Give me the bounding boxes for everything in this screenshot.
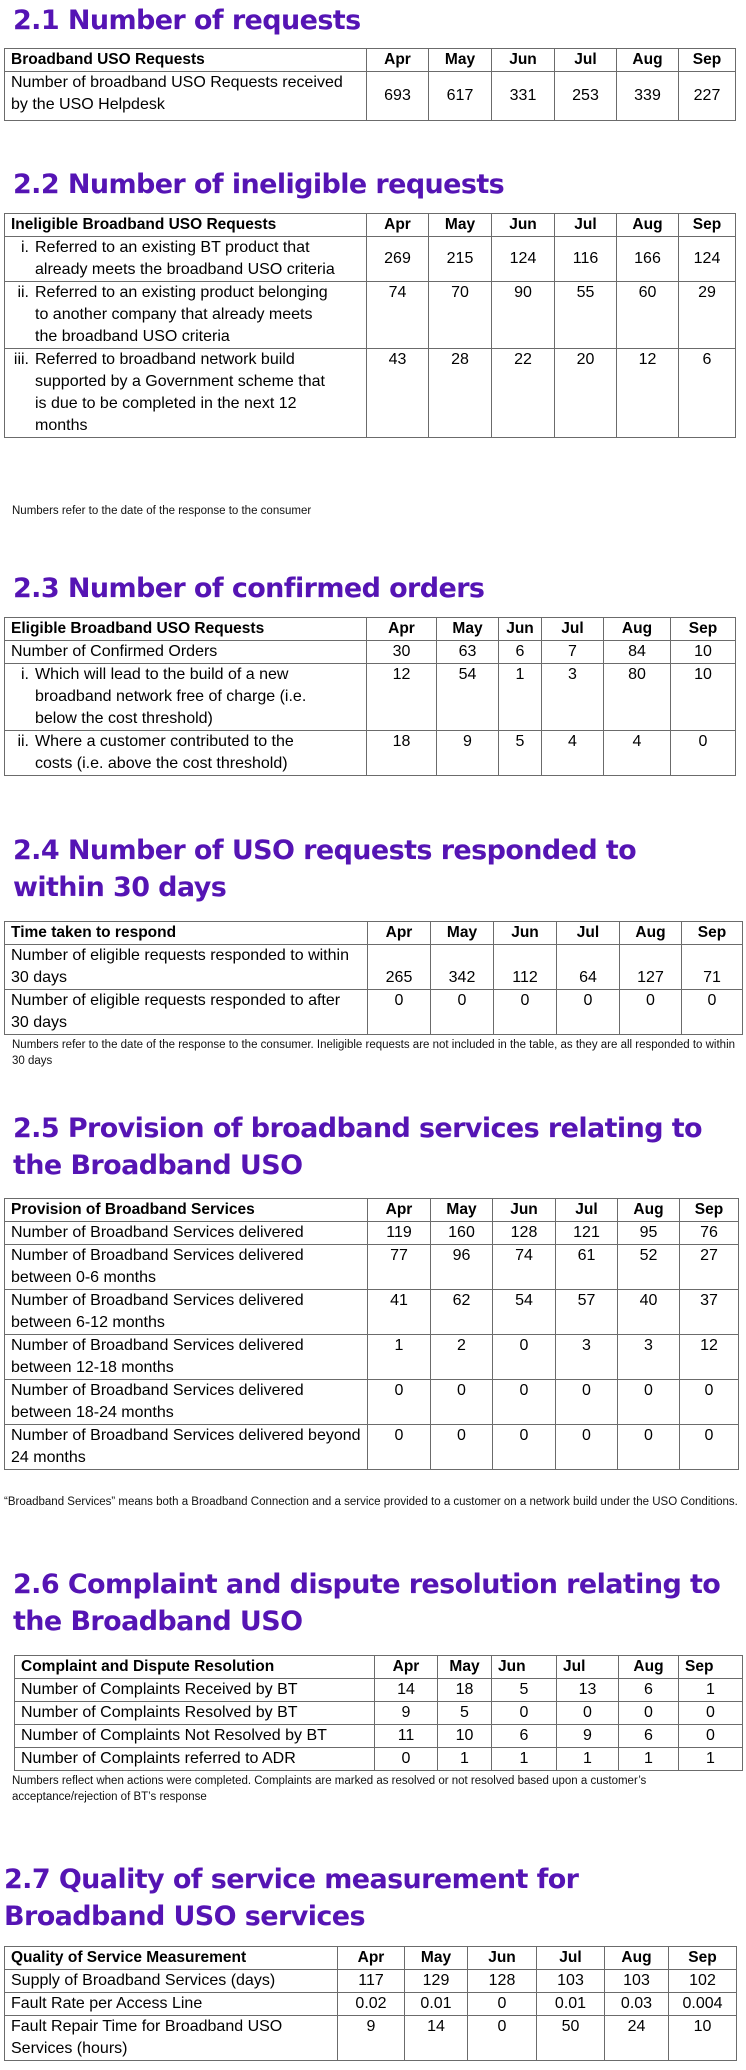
cell-sep: 71 bbox=[682, 945, 743, 990]
cell-apr: 269 bbox=[367, 237, 429, 282]
section-heading-2-5: 2.5 Provision of broadband services relating to the Broadband USO bbox=[13, 1113, 702, 1181]
column-header-may: May bbox=[431, 922, 494, 945]
table-header-row bbox=[5, 1199, 739, 1222]
cell-apr: 9 bbox=[375, 1702, 438, 1725]
cell-may: 18 bbox=[438, 1679, 492, 1702]
row-label: Number of eligible requests responded to after 30 days bbox=[5, 990, 368, 1035]
cell-aug: 0 bbox=[619, 1702, 679, 1725]
row-label bbox=[5, 731, 367, 776]
cell-aug: 40 bbox=[618, 1290, 680, 1335]
column-header-may: May bbox=[405, 1947, 468, 1970]
cell-may: 28 bbox=[429, 349, 492, 438]
cell-jun: 54 bbox=[493, 1290, 556, 1335]
table-header-row bbox=[15, 1656, 743, 1679]
cell-apr: 0 bbox=[368, 1425, 431, 1470]
cell-jun: 128 bbox=[493, 1222, 556, 1245]
column-header-may: May bbox=[437, 618, 499, 641]
list-marker: i. bbox=[21, 239, 29, 256]
cell-may: 342 bbox=[431, 945, 494, 990]
cell-may: 54 bbox=[437, 664, 499, 731]
table-header-row bbox=[5, 618, 736, 641]
column-header-apr: Apr bbox=[368, 1199, 431, 1222]
cell-sep: 12 bbox=[680, 1335, 739, 1380]
row-label: Number of Confirmed Orders bbox=[5, 641, 367, 664]
table-row bbox=[5, 945, 743, 990]
section-heading-2-1: 2.1 Number of requests bbox=[13, 5, 361, 36]
cell-jun: 5 bbox=[499, 731, 542, 776]
table-row bbox=[5, 282, 736, 349]
cell-apr: 0 bbox=[368, 1380, 431, 1425]
cell-may: 0 bbox=[431, 990, 494, 1035]
table-row bbox=[5, 1380, 739, 1425]
column-header-aug: Aug bbox=[617, 214, 679, 237]
table-header-row bbox=[5, 49, 736, 72]
cell-jun: 1 bbox=[492, 1748, 557, 1771]
cell-sep: 0 bbox=[682, 990, 743, 1035]
cell-aug: 0 bbox=[618, 1380, 680, 1425]
cell-jul: 253 bbox=[555, 72, 617, 121]
row-label-text: Referred to an existing BT product that already meets the broadband USO criteria bbox=[35, 239, 335, 278]
row-label: Fault Repair Time for Broadband USO Services (hours) bbox=[5, 2016, 338, 2061]
row-label: Number of Broadband Services delivered between 18-24 months bbox=[5, 1380, 368, 1425]
table-row bbox=[5, 2016, 737, 2061]
table-row bbox=[5, 664, 736, 731]
cell-sep: 0 bbox=[671, 731, 736, 776]
row-label: Number of Broadband Services delivered between 0-6 months bbox=[5, 1245, 368, 1290]
column-header-jul: Jul bbox=[557, 922, 620, 945]
column-header-sep: Sep bbox=[669, 1947, 737, 1970]
cell-jun: 0 bbox=[468, 2016, 537, 2061]
cell-may: 62 bbox=[431, 1290, 493, 1335]
cell-may: 617 bbox=[429, 72, 492, 121]
confirmed-orders-table bbox=[4, 617, 736, 776]
cell-may: 63 bbox=[437, 641, 499, 664]
cell-may: 160 bbox=[431, 1222, 493, 1245]
column-header-aug: Aug bbox=[605, 1947, 669, 1970]
cell-jul: 7 bbox=[542, 641, 604, 664]
cell-sep: 0 bbox=[679, 1725, 743, 1748]
table-row bbox=[15, 1725, 743, 1748]
cell-jul: 0.01 bbox=[537, 1993, 605, 2016]
cell-aug: 24 bbox=[605, 2016, 669, 2061]
list-marker: iii. bbox=[13, 351, 29, 368]
cell-jul: 0 bbox=[556, 1380, 618, 1425]
row-label: Number of eligible requests responded to within 30 days bbox=[5, 945, 368, 990]
table-row bbox=[5, 72, 736, 121]
cell-may: 5 bbox=[438, 1702, 492, 1725]
table-row bbox=[5, 1222, 739, 1245]
column-header-apr: Apr bbox=[368, 922, 431, 945]
cell-jun: 124 bbox=[492, 237, 555, 282]
cell-apr: 693 bbox=[367, 72, 429, 121]
column-header-jun: Jun bbox=[468, 1947, 537, 1970]
table-row bbox=[5, 1970, 737, 1993]
cell-may: 0 bbox=[431, 1380, 493, 1425]
table-row bbox=[15, 1702, 743, 1725]
column-header-jun: Jun bbox=[492, 49, 555, 72]
cell-aug: 0 bbox=[618, 1425, 680, 1470]
section-heading-2-7: 2.7 Quality of service measurement for Broadband USO services bbox=[4, 1864, 579, 1932]
cell-jul: 121 bbox=[556, 1222, 618, 1245]
cell-jul: 116 bbox=[555, 237, 617, 282]
cell-jun: 90 bbox=[492, 282, 555, 349]
table-row bbox=[5, 237, 736, 282]
row-label: Number of Broadband Services delivered between 6-12 months bbox=[5, 1290, 368, 1335]
table-row bbox=[5, 731, 736, 776]
cell-apr: 74 bbox=[367, 282, 429, 349]
cell-jul: 64 bbox=[557, 945, 620, 990]
cell-may: 0.01 bbox=[405, 1993, 468, 2016]
row-label bbox=[5, 664, 367, 731]
cell-sep: 29 bbox=[679, 282, 736, 349]
row-label: Number of Complaints Not Resolved by BT bbox=[15, 1725, 375, 1748]
cell-apr: 265 bbox=[368, 945, 431, 990]
cell-jul: 13 bbox=[557, 1679, 619, 1702]
column-header-sep: Sep bbox=[671, 618, 736, 641]
table-footnote: “Broadband Services” means both a Broadband Connection and a service provided to a customer on a network build under the USO Conditions. bbox=[4, 1496, 738, 1508]
cell-jun: 331 bbox=[492, 72, 555, 121]
column-header-apr: Apr bbox=[375, 1656, 438, 1679]
column-header-aug: Aug bbox=[618, 1199, 680, 1222]
table-footnote: Numbers refer to the date of the response to the consumer. Ineligible requests are not included in the table, as they are all responded to within 30 days bbox=[12, 1039, 736, 1067]
cell-jun: 0 bbox=[494, 990, 557, 1035]
cell-sep: 1 bbox=[679, 1679, 743, 1702]
cell-may: 96 bbox=[431, 1245, 493, 1290]
column-header-jul: Jul bbox=[557, 1656, 619, 1679]
cell-jul: 20 bbox=[555, 349, 617, 438]
cell-aug: 6 bbox=[619, 1679, 679, 1702]
cell-jun: 74 bbox=[493, 1245, 556, 1290]
cell-jun: 0 bbox=[493, 1425, 556, 1470]
cell-sep: 10 bbox=[669, 2016, 737, 2061]
cell-jul: 1 bbox=[557, 1748, 619, 1771]
cell-jun: 128 bbox=[468, 1970, 537, 1993]
column-header-aug: Aug bbox=[620, 922, 682, 945]
cell-sep: 0 bbox=[680, 1380, 739, 1425]
cell-jul: 4 bbox=[542, 731, 604, 776]
column-header-jul: Jul bbox=[556, 1199, 618, 1222]
table-row bbox=[5, 1335, 739, 1380]
column-header-jul: Jul bbox=[542, 618, 604, 641]
cell-sep: 10 bbox=[671, 641, 736, 664]
cell-apr: 41 bbox=[368, 1290, 431, 1335]
row-label bbox=[5, 282, 367, 349]
column-header-may: May bbox=[438, 1656, 492, 1679]
list-marker: ii. bbox=[17, 733, 29, 750]
broadband-provision-table bbox=[4, 1198, 739, 1470]
cell-apr: 0 bbox=[375, 1748, 438, 1771]
quality-of-service-table bbox=[4, 1946, 737, 2061]
cell-aug: 84 bbox=[604, 641, 671, 664]
cell-may: 0 bbox=[431, 1425, 493, 1470]
column-header-jul: Jul bbox=[537, 1947, 605, 1970]
cell-may: 14 bbox=[405, 2016, 468, 2061]
column-header-label: Eligible Broadband USO Requests bbox=[5, 618, 367, 641]
table-row bbox=[5, 990, 743, 1035]
cell-apr: 0 bbox=[368, 990, 431, 1035]
cell-sep: 27 bbox=[680, 1245, 739, 1290]
column-header-jun: Jun bbox=[499, 618, 542, 641]
row-label-text: Which will lead to the build of a new broadband network free of charge (i.e. below the cost threshold) bbox=[35, 666, 307, 727]
column-header-apr: Apr bbox=[338, 1947, 405, 1970]
table-row bbox=[5, 1290, 739, 1335]
table-footnote: Numbers refer to the date of the response to the consumer bbox=[12, 505, 312, 517]
column-header-may: May bbox=[429, 49, 492, 72]
cell-aug: 339 bbox=[617, 72, 679, 121]
table-row bbox=[5, 641, 736, 664]
cell-aug: 0.03 bbox=[605, 1993, 669, 2016]
row-label: Number of Broadband Services delivered between 12-18 months bbox=[5, 1335, 368, 1380]
cell-aug: 52 bbox=[618, 1245, 680, 1290]
cell-aug: 4 bbox=[604, 731, 671, 776]
cell-jun: 22 bbox=[492, 349, 555, 438]
response-time-table bbox=[4, 921, 743, 1035]
cell-sep: 76 bbox=[680, 1222, 739, 1245]
cell-aug: 1 bbox=[619, 1748, 679, 1771]
row-label: Number of Complaints referred to ADR bbox=[15, 1748, 375, 1771]
complaints-table bbox=[14, 1655, 743, 1771]
column-header-aug: Aug bbox=[604, 618, 671, 641]
row-label-text: Where a customer contributed to the costs (i.e. above the cost threshold) bbox=[35, 733, 294, 772]
cell-jul: 50 bbox=[537, 2016, 605, 2061]
row-label: Number of Complaints Received by BT bbox=[15, 1679, 375, 1702]
column-header-may: May bbox=[431, 1199, 493, 1222]
column-header-jun: Jun bbox=[493, 1199, 556, 1222]
column-header-sep: Sep bbox=[679, 214, 736, 237]
cell-sep: 124 bbox=[679, 237, 736, 282]
column-header-apr: Apr bbox=[367, 618, 437, 641]
table-row bbox=[5, 1245, 739, 1290]
column-header-label: Broadband USO Requests bbox=[5, 49, 367, 72]
cell-apr: 117 bbox=[338, 1970, 405, 1993]
ineligible-requests-table bbox=[4, 213, 736, 438]
cell-may: 215 bbox=[429, 237, 492, 282]
cell-jul: 0 bbox=[556, 1425, 618, 1470]
row-label: Number of Broadband Services delivered bbox=[5, 1222, 368, 1245]
column-header-apr: Apr bbox=[367, 214, 429, 237]
table-row bbox=[5, 1425, 739, 1470]
row-label: Supply of Broadband Services (days) bbox=[5, 1970, 338, 1993]
cell-jul: 0 bbox=[557, 990, 620, 1035]
column-header-jun: Jun bbox=[492, 214, 555, 237]
cell-apr: 9 bbox=[338, 2016, 405, 2061]
cell-apr: 30 bbox=[367, 641, 437, 664]
row-label: Number of Complaints Resolved by BT bbox=[15, 1702, 375, 1725]
cell-sep: 0 bbox=[679, 1702, 743, 1725]
column-header-label: Provision of Broadband Services bbox=[5, 1199, 368, 1222]
cell-jul: 3 bbox=[542, 664, 604, 731]
table-row bbox=[5, 349, 736, 438]
cell-aug: 166 bbox=[617, 237, 679, 282]
list-marker: i. bbox=[21, 666, 29, 683]
cell-may: 9 bbox=[437, 731, 499, 776]
row-label-text: Referred to broadband network build supported by a Government scheme that is due to be completed in the next 12 months bbox=[35, 351, 325, 434]
cell-aug: 0 bbox=[620, 990, 682, 1035]
table-header-row bbox=[5, 214, 736, 237]
column-header-sep: Sep bbox=[679, 49, 736, 72]
row-label: Fault Rate per Access Line bbox=[5, 1993, 338, 2016]
column-header-label: Ineligible Broadband USO Requests bbox=[5, 214, 367, 237]
column-header-label: Quality of Service Measurement bbox=[5, 1947, 338, 1970]
cell-apr: 11 bbox=[375, 1725, 438, 1748]
cell-aug: 80 bbox=[604, 664, 671, 731]
requests-table bbox=[4, 48, 736, 121]
section-heading-2-4: 2.4 Number of USO requests responded to within 30 days bbox=[13, 835, 637, 903]
table-header-row bbox=[5, 922, 743, 945]
cell-jul: 0 bbox=[557, 1702, 619, 1725]
cell-jun: 0 bbox=[493, 1335, 556, 1380]
cell-jun: 6 bbox=[499, 641, 542, 664]
cell-apr: 1 bbox=[368, 1335, 431, 1380]
cell-apr: 77 bbox=[368, 1245, 431, 1290]
column-header-jul: Jul bbox=[555, 214, 617, 237]
cell-jul: 57 bbox=[556, 1290, 618, 1335]
cell-jul: 61 bbox=[556, 1245, 618, 1290]
column-header-apr: Apr bbox=[367, 49, 429, 72]
cell-may: 2 bbox=[431, 1335, 493, 1380]
cell-may: 10 bbox=[438, 1725, 492, 1748]
list-marker: ii. bbox=[17, 284, 29, 301]
cell-jun: 0 bbox=[492, 1702, 557, 1725]
column-header-jun: Jun bbox=[492, 1656, 557, 1679]
column-header-may: May bbox=[429, 214, 492, 237]
column-header-jun: Jun bbox=[494, 922, 557, 945]
row-label: Number of Broadband Services delivered beyond 24 months bbox=[5, 1425, 368, 1470]
column-header-sep: Sep bbox=[682, 922, 743, 945]
cell-sep: 37 bbox=[680, 1290, 739, 1335]
cell-jun: 0 bbox=[493, 1380, 556, 1425]
cell-sep: 0.004 bbox=[669, 1993, 737, 2016]
cell-jul: 3 bbox=[556, 1335, 618, 1380]
cell-sep: 102 bbox=[669, 1970, 737, 1993]
column-header-sep: Sep bbox=[679, 1656, 743, 1679]
cell-may: 1 bbox=[438, 1748, 492, 1771]
cell-apr: 18 bbox=[367, 731, 437, 776]
column-header-aug: Aug bbox=[619, 1656, 679, 1679]
cell-sep: 6 bbox=[679, 349, 736, 438]
cell-jun: 5 bbox=[492, 1679, 557, 1702]
row-label bbox=[5, 349, 367, 438]
cell-apr: 0.02 bbox=[338, 1993, 405, 2016]
cell-aug: 103 bbox=[605, 1970, 669, 1993]
cell-aug: 12 bbox=[617, 349, 679, 438]
table-row bbox=[15, 1679, 743, 1702]
cell-jun: 6 bbox=[492, 1725, 557, 1748]
section-heading-2-3: 2.3 Number of confirmed orders bbox=[13, 573, 485, 604]
cell-sep: 0 bbox=[680, 1425, 739, 1470]
cell-jun: 1 bbox=[499, 664, 542, 731]
cell-apr: 14 bbox=[375, 1679, 438, 1702]
column-header-label: Time taken to respond bbox=[5, 922, 368, 945]
cell-jun: 112 bbox=[494, 945, 557, 990]
cell-apr: 43 bbox=[367, 349, 429, 438]
cell-aug: 60 bbox=[617, 282, 679, 349]
table-header-row bbox=[5, 1947, 737, 1970]
section-heading-2-2: 2.2 Number of ineligible requests bbox=[13, 169, 505, 200]
cell-aug: 127 bbox=[620, 945, 682, 990]
column-header-jul: Jul bbox=[555, 49, 617, 72]
cell-jul: 55 bbox=[555, 282, 617, 349]
table-footnote: Numbers reflect when actions were completed. Complaints are marked as resolved or not resolved based upon a customer’s acceptance/rejection of BT’s response bbox=[12, 1775, 647, 1803]
cell-jul: 9 bbox=[557, 1725, 619, 1748]
cell-aug: 95 bbox=[618, 1222, 680, 1245]
cell-sep: 1 bbox=[679, 1748, 743, 1771]
row-label-text: Referred to an existing product belonging to another company that already meets the broadband USO criteria bbox=[35, 284, 328, 345]
cell-aug: 3 bbox=[618, 1335, 680, 1380]
cell-apr: 119 bbox=[368, 1222, 431, 1245]
table-row bbox=[15, 1748, 743, 1771]
row-label: Number of broadband USO Requests received by the USO Helpdesk bbox=[5, 72, 367, 121]
table-row bbox=[5, 1993, 737, 2016]
section-heading-2-6: 2.6 Complaint and dispute resolution relating to the Broadband USO bbox=[13, 1569, 721, 1637]
cell-sep: 227 bbox=[679, 72, 736, 121]
column-header-sep: Sep bbox=[680, 1199, 739, 1222]
cell-may: 129 bbox=[405, 1970, 468, 1993]
cell-jul: 103 bbox=[537, 1970, 605, 1993]
cell-aug: 6 bbox=[619, 1725, 679, 1748]
cell-sep: 10 bbox=[671, 664, 736, 731]
cell-may: 70 bbox=[429, 282, 492, 349]
cell-jun: 0 bbox=[468, 1993, 537, 2016]
column-header-label: Complaint and Dispute Resolution bbox=[15, 1656, 375, 1679]
row-label bbox=[5, 237, 367, 282]
column-header-aug: Aug bbox=[617, 49, 679, 72]
cell-apr: 12 bbox=[367, 664, 437, 731]
